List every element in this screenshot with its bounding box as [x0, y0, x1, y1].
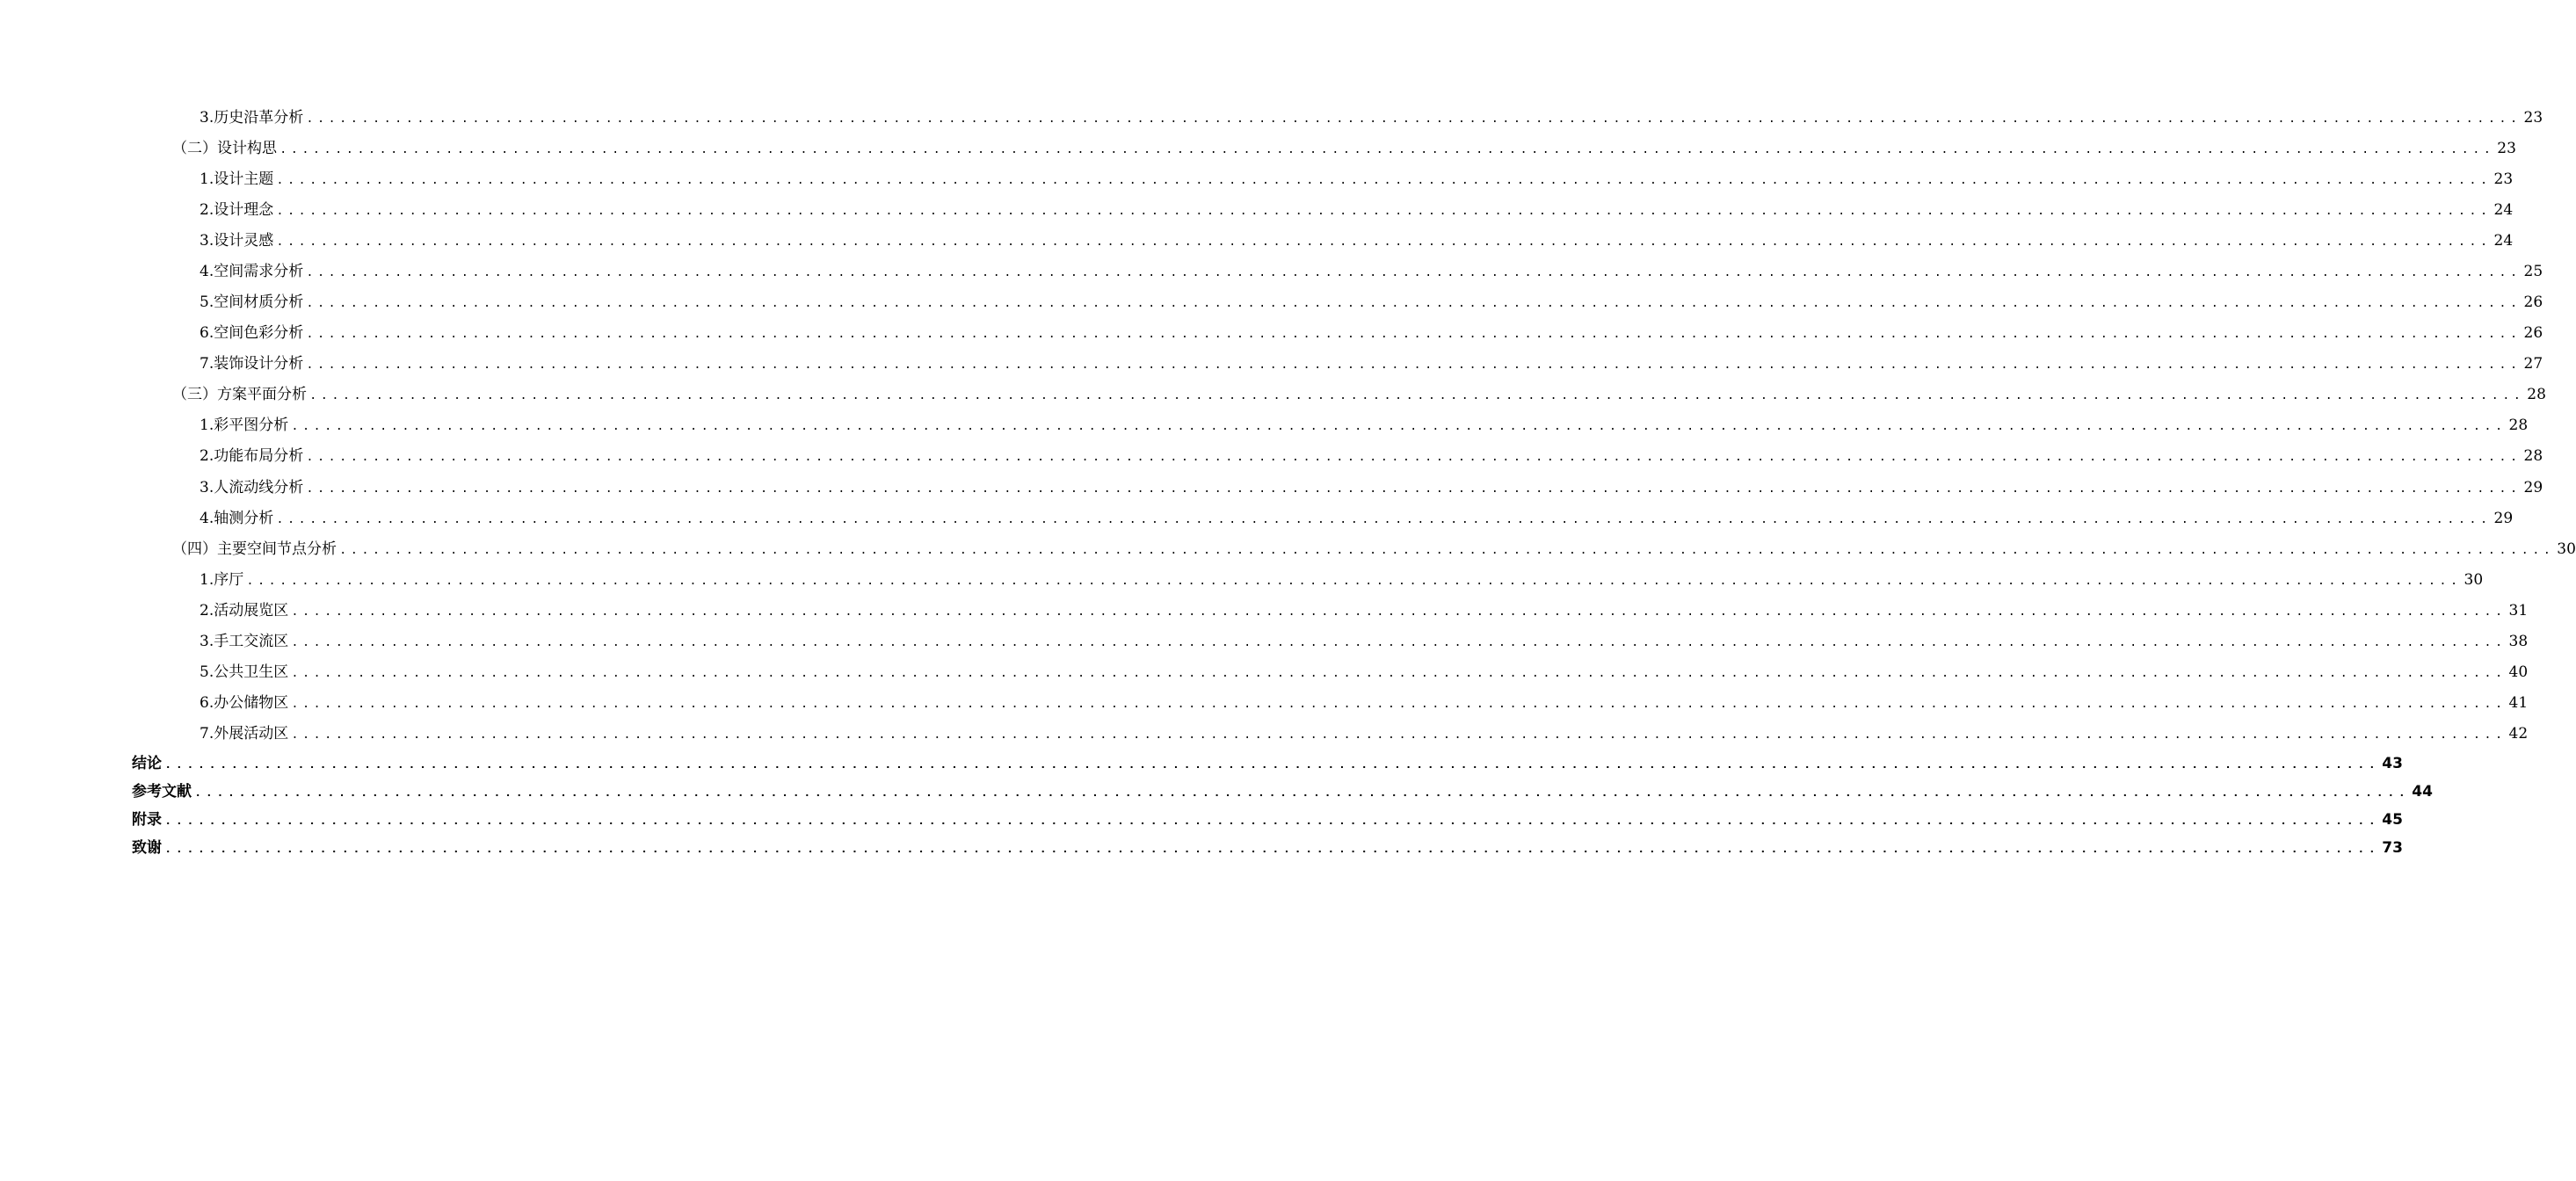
toc-entry[interactable]	[132, 782, 2433, 803]
dot-leader: ........................................................................................................................................................................................................	[306, 359, 2522, 373]
toc-entry[interactable]	[200, 570, 2484, 591]
toc-entry[interactable]	[200, 478, 2543, 499]
toc-entry-page: 27	[2523, 355, 2543, 373]
toc-entry[interactable]	[172, 139, 2516, 160]
toc-entry-title: 7.外展活动区	[200, 725, 289, 743]
dot-leader: ........................................................................................................................................................................................................	[164, 815, 2380, 829]
toc-entry-title: （二）设计构思	[172, 140, 277, 157]
toc-entry-page: 38	[2508, 633, 2529, 650]
dot-leader: ........................................................................................................................................................................................................	[306, 297, 2522, 311]
toc-entry-title: 4.空间需求分析	[200, 263, 304, 280]
toc-entry[interactable]	[200, 724, 2529, 745]
dot-leader: ........................................................................................................................................................................................................	[291, 698, 2507, 712]
dot-leader: ........................................................................................................................................................................................................	[291, 605, 2507, 619]
toc-entry-title: 1.序厅	[200, 571, 244, 589]
toc-entry-title: 3.人流动线分析	[200, 479, 304, 496]
dot-leader: ........................................................................................................................................................................................................	[306, 266, 2522, 280]
toc-entry[interactable]	[132, 754, 2403, 775]
dot-leader: ........................................................................................................................................................................................................	[291, 420, 2507, 434]
toc-entry-title: 7.装饰设计分析	[200, 355, 304, 373]
toc-entry-title: 1.彩平图分析	[200, 417, 289, 434]
toc-entry-title: 2.活动展览区	[200, 602, 289, 619]
toc-entry[interactable]	[200, 416, 2529, 437]
toc-entry-page: 73	[2382, 839, 2403, 857]
toc-entry-title: 5.空间材质分析	[200, 293, 304, 311]
dot-leader: ........................................................................................................................................................................................................	[276, 513, 2492, 527]
toc-entry[interactable]	[132, 810, 2403, 831]
toc-entry-page: 30	[2464, 571, 2484, 589]
toc-entry-title: 3.设计灵感	[200, 232, 274, 250]
toc-entry-page: 25	[2523, 263, 2543, 280]
toc-entry-page: 26	[2523, 293, 2543, 311]
toc-entry-page: 41	[2508, 694, 2529, 712]
toc-entry[interactable]	[200, 262, 2543, 283]
toc-entry-title: 参考文献	[132, 783, 192, 801]
toc-entry-title: （四）主要空间节点分析	[172, 540, 337, 558]
dot-leader: ........................................................................................................................................................................................................	[291, 728, 2507, 743]
toc-entry-title: 2.功能布局分析	[200, 447, 304, 465]
toc-entry-page: 43	[2382, 755, 2403, 772]
toc-entry-title: 5.公共卫生区	[200, 663, 289, 681]
dot-leader: ........................................................................................................................................................................................................	[164, 843, 2380, 857]
toc-entry-page: 28	[2523, 447, 2543, 465]
toc-entry-page: 24	[2493, 232, 2514, 250]
toc-entry-page: 45	[2382, 811, 2403, 829]
toc-entry[interactable]	[200, 231, 2514, 252]
toc-entry-page: 28	[2508, 417, 2529, 434]
dot-leader: ........................................................................................................................................................................................................	[339, 544, 2555, 558]
dot-leader: ........................................................................................................................................................................................................	[306, 482, 2522, 496]
toc-entry[interactable]	[200, 446, 2543, 467]
toc-entry[interactable]	[200, 632, 2529, 653]
toc-entry[interactable]	[200, 354, 2543, 375]
toc-entry[interactable]	[200, 200, 2514, 221]
toc-entry[interactable]	[132, 838, 2403, 859]
dot-leader: ........................................................................................................................................................................................................	[276, 174, 2492, 188]
toc-entry[interactable]	[200, 108, 2543, 129]
toc-entry-title: 结论	[132, 755, 162, 772]
toc-entry-title: 3.手工交流区	[200, 633, 289, 650]
toc-entry-title: 6.办公储物区	[200, 694, 289, 712]
toc-entry-page: 23	[2497, 140, 2516, 157]
dot-leader: ........................................................................................................................................................................................................	[306, 451, 2522, 465]
toc-entry-page: 28	[2527, 386, 2546, 403]
toc-entry-page: 26	[2523, 324, 2543, 342]
dot-leader: ........................................................................................................................................................................................................	[194, 786, 2410, 801]
toc-entry[interactable]	[200, 509, 2514, 530]
dot-leader: ........................................................................................................................................................................................................	[164, 758, 2380, 772]
toc-entry-page: 23	[2493, 170, 2514, 188]
toc-entry-page: 40	[2508, 663, 2529, 681]
toc-entry-title: 1.设计主题	[200, 170, 274, 188]
toc-entry-page: 42	[2508, 725, 2529, 743]
toc-entry-page: 44	[2412, 783, 2433, 801]
dot-leader: ........................................................................................................................................................................................................	[291, 636, 2507, 650]
toc-entry-title: （三）方案平面分析	[172, 386, 307, 403]
dot-leader: ........................................................................................................................................................................................................	[279, 143, 2495, 157]
dot-leader: ........................................................................................................................................................................................................	[309, 389, 2525, 403]
toc-entry[interactable]	[200, 323, 2543, 344]
dot-leader: ........................................................................................................................................................................................................	[306, 328, 2522, 342]
toc-entry-title: 2.设计理念	[200, 201, 274, 219]
toc-entry-title: 致谢	[132, 839, 162, 857]
dot-leader: ........................................................................................................................................................................................................	[246, 575, 2462, 589]
toc-entry[interactable]	[172, 385, 2546, 406]
toc-entry-title: 附录	[132, 811, 162, 829]
toc-entry-page: 31	[2508, 602, 2529, 619]
toc-entry[interactable]	[200, 170, 2514, 191]
dot-leader: ........................................................................................................................................................................................................	[276, 205, 2492, 219]
toc-entry-title: 3.历史沿革分析	[200, 109, 304, 127]
toc-entry-page: 30	[2557, 540, 2576, 558]
toc-entry[interactable]	[200, 693, 2529, 714]
toc-entry-title: 4.轴测分析	[200, 510, 274, 527]
toc-entry-page: 29	[2493, 510, 2514, 527]
toc-entry[interactable]	[172, 540, 2576, 561]
toc-entry-title: 6.空间色彩分析	[200, 324, 304, 342]
toc-entry-page: 23	[2523, 109, 2543, 127]
dot-leader: ........................................................................................................................................................................................................	[276, 235, 2492, 250]
dot-leader: ........................................................................................................................................................................................................	[306, 112, 2522, 127]
toc-entry[interactable]	[200, 663, 2529, 684]
toc-entry[interactable]	[200, 293, 2543, 314]
dot-leader: ........................................................................................................................................................................................................	[291, 667, 2507, 681]
toc-entry-page: 24	[2493, 201, 2514, 219]
toc-entry-page: 29	[2523, 479, 2543, 496]
toc-entry[interactable]	[200, 601, 2529, 622]
